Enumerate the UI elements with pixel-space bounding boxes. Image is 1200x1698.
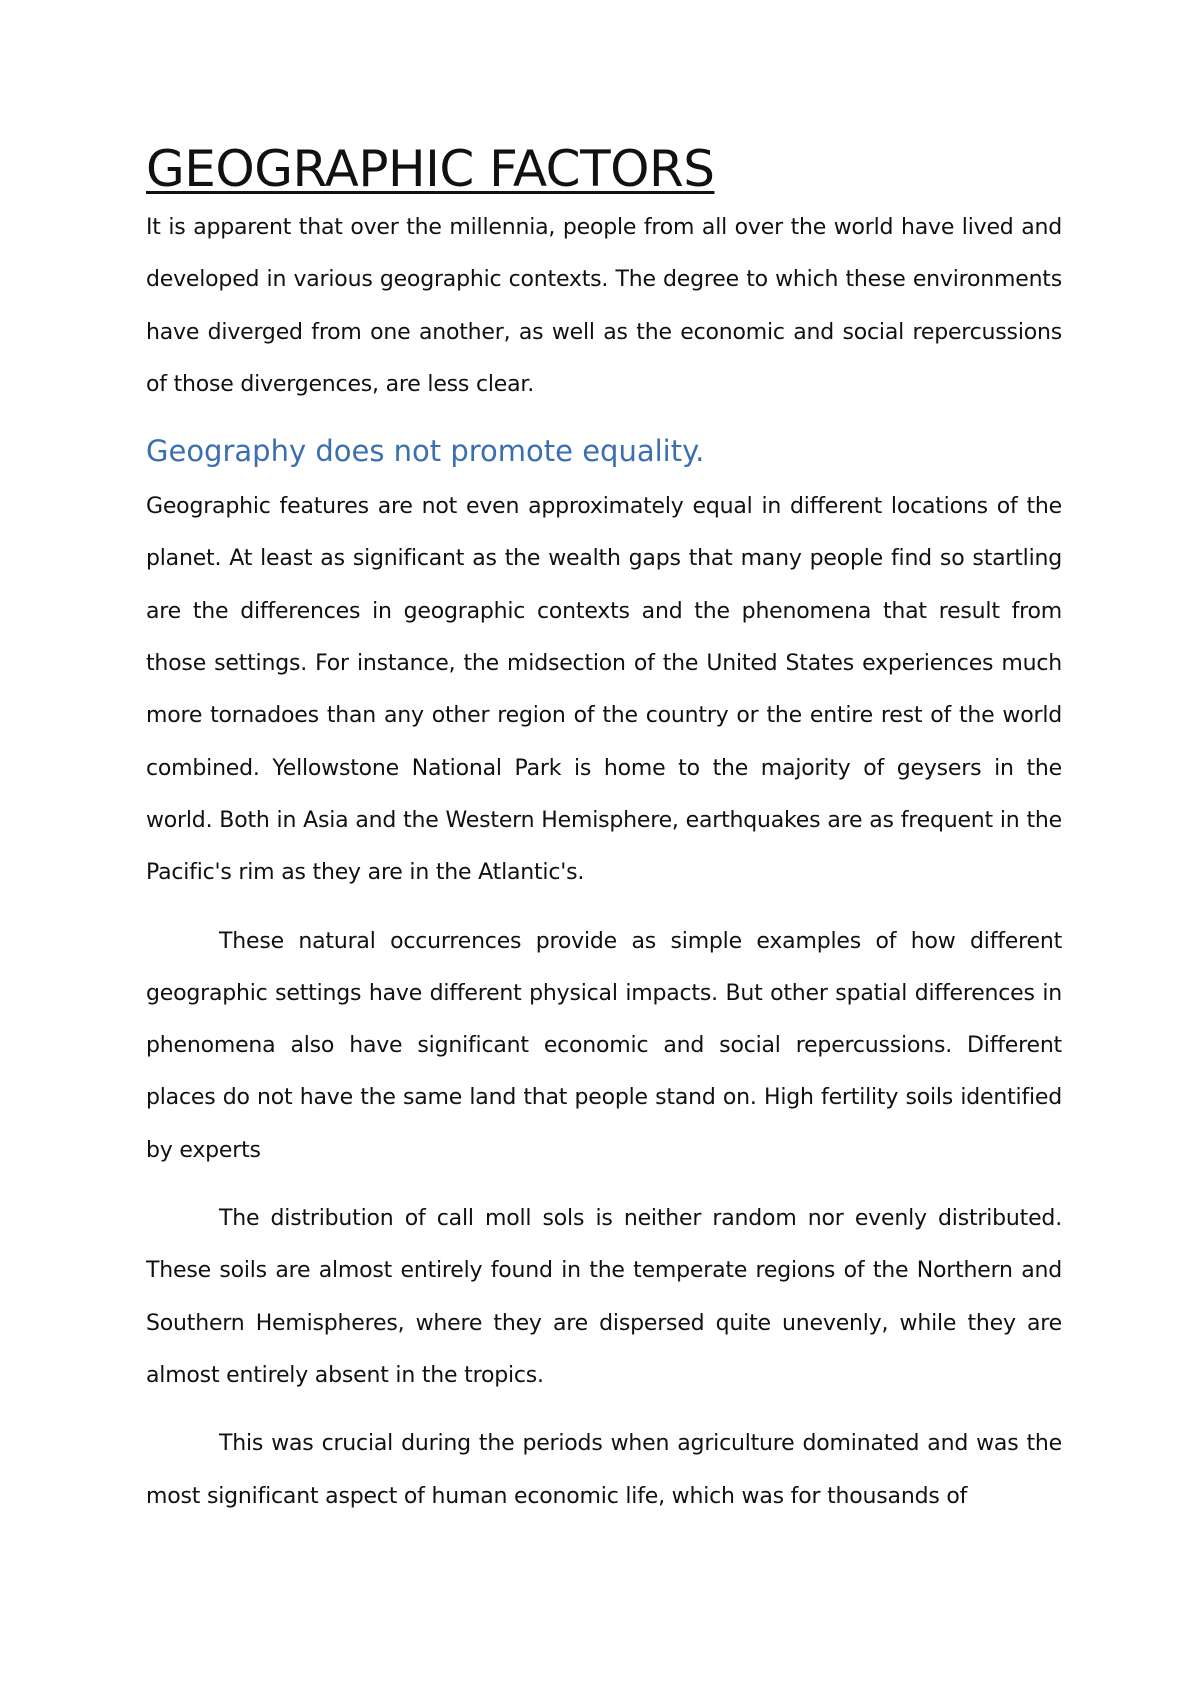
intro-paragraph: It is apparent that over the millennia, people from all over the world have lived and developed in various geographic contexts. The degree to which these environments have diverged from one another, as well as the economic and social repercussions of those divergences, are less clear.: [146, 215, 1062, 397]
body-paragraph: This was crucial during the periods when agriculture dominated and was the most significant aspect of human economic life, which was for thousands of: [146, 1431, 1062, 1509]
document-title: GEOGRAPHIC FACTORS: [146, 140, 715, 198]
document-body: [146, 140, 1062, 1523]
section-heading: Geography does not promote equality.: [146, 434, 705, 469]
body-paragraph: The distribution of call moll sols is neither random nor evenly distributed. These soils are almost entirely found in the temperate regions of the Northern and Southern Hemispheres, where they are dispersed quite unevenly, while they are almost entirely absent in the tropics.: [146, 1206, 1062, 1388]
body-paragraph: These natural occurrences provide as simple examples of how different geographic settings have different physical impacts. But other spatial differences in phenomena also have significant economic and social repercussions. Different places do not have the same land that people stand on. High fertility soils identified by experts: [146, 928, 1062, 1163]
body-paragraph: Geographic features are not even approximately equal in different locations of the planet. At least as significant as the wealth gaps that many people find so startling are the differences in geographic contexts and the phenomena that result from those settings. For instance, the midsection of the United States experiences much more tornadoes than any other region of the country or the entire rest of the world combined. Yellowstone National Park is home to the majority of geysers in the world. Both in Asia and the Western Hemisphere, earthquakes are as frequent in the Pacific's rim as they are in the Atlantic's.: [146, 494, 1062, 886]
